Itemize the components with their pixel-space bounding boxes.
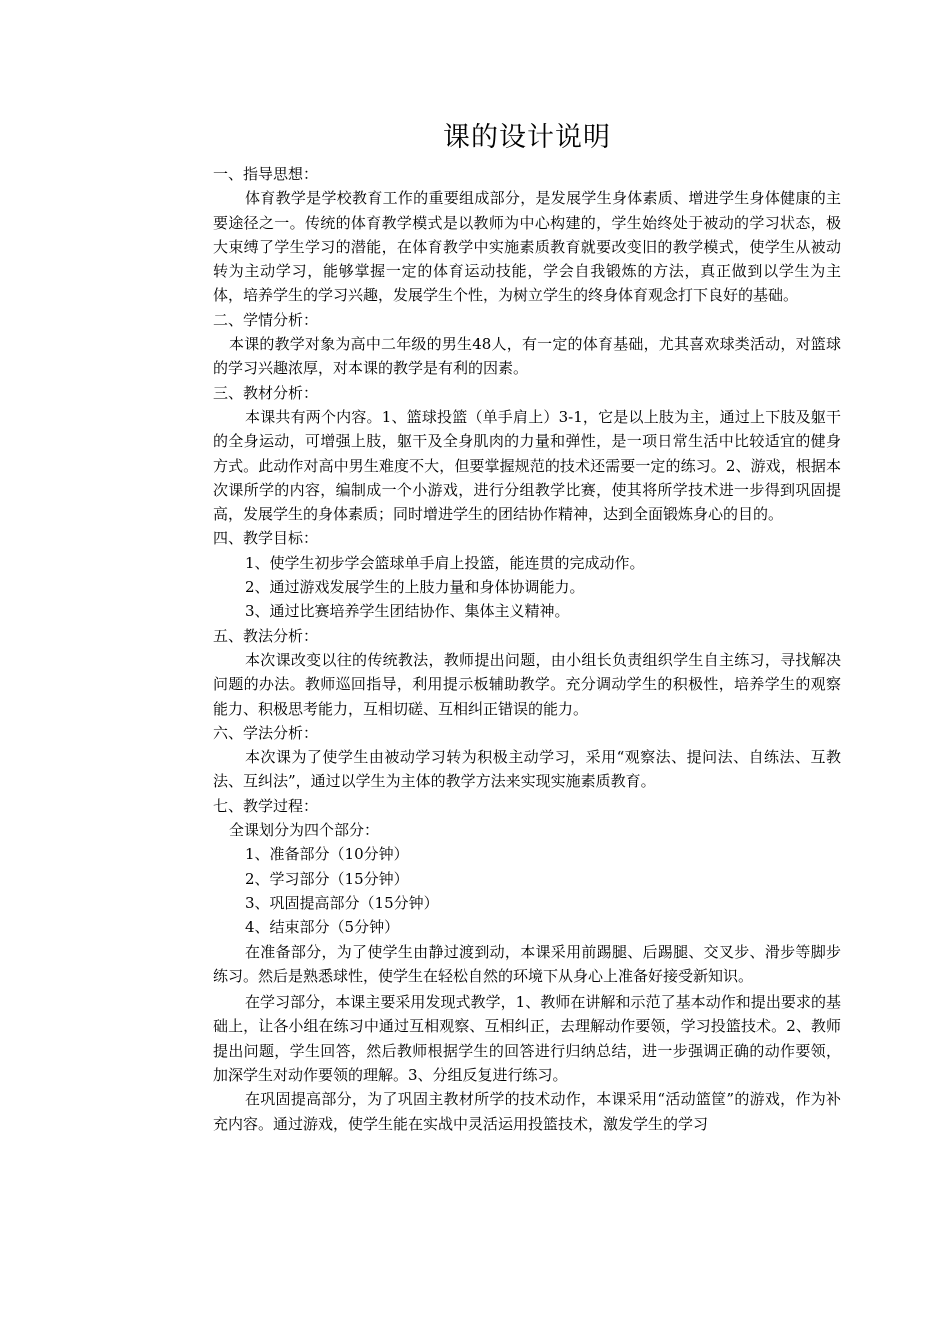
section-heading-teaching-method: 五、教法分析： [213, 626, 319, 645]
section-paragraph: 在巩固提高部分，为了巩固主教材所学的技术动作，本课采用“活动篮筐”的游戏，作为补充内容。通过游戏，使学生能在实战中灵活运用投篮技术，激发学生的学习 [213, 1090, 841, 1133]
section-heading-teaching-process: 七、教学过程： [213, 796, 319, 815]
section-paragraph: 在学习部分，本课主要采用发现式教学，1、教师在讲解和示范了基本动作和提出要求的基础上，让各小组在练习中通过互相观察、互相纠正，去理解动作要领，学习投篮技术。2、教师提出问题，学生回答，然后教师根据学生的回答进行归纳总结，进一步强调正确的动作要领，加深学生对动作要领的理解。3、分组反复进行练习。 [213, 993, 841, 1084]
section-heading-learning-method: 六、学法分析： [213, 723, 319, 742]
section-intro: 全课划分为四个部分： [229, 821, 380, 840]
list-item: 1、准备部分（10分钟） [245, 845, 409, 864]
section-paragraph: 本次课为了使学生由被动学习转为积极主动学习，采用“观察法、提问法、自练法、互教法、互纠法”，通过以学生为主体的教学方法来实现实施素质教育。 [213, 748, 841, 791]
list-item: 4、结束部分（5分钟） [245, 918, 400, 937]
section-paragraph: 本次课改变以往的传统教法，教师提出问题，由小组长负责组织学生自主练习，寻找解决问题的办法。教师巡回指导，利用提示板辅助教学。充分调动学生的积极性，培养学生的观察能力、积极思考能力，互相切磋、互相纠正错误的能力。 [213, 650, 841, 718]
list-item: 2、学习部分（15分钟） [245, 869, 409, 888]
section-paragraph: 体育教学是学校教育工作的重要组成部分，是发展学生身体素质、增进学生身体健康的主要途径之一。传统的体育教学模式是以教师为中心构建的，学生始终处于被动的学习状态，极大束缚了学生学习的潜能，在体育教学中实施素质教育就要改变旧的教学模式，使学生从被动转为主动学习，能够掌握一定的体育运动技能，学会自我锻炼的方法，真正做到以学生为主体，培养学生的学习兴趣，发展学生个性，为树立学生的终身体育观念打下良好的基础。 [213, 189, 841, 305]
document-title: 课的设计说明 [443, 122, 611, 153]
section-heading-guiding-ideology: 一、指导思想： [213, 165, 319, 183]
section-paragraph: 本课的教学对象为高中二年级的男生48人，有一定的体育基础，尤其喜欢球类活动，对篮球的学习兴趣浓厚，对本课的教学是有利的因素。 [213, 335, 841, 378]
section-paragraph: 本课共有两个内容。1、篮球投篮（单手肩上）3-1，它是以上肢为主，通过上下肢及躯干的全身运动，可增强上肢，躯干及全身肌肉的力量和弹性，是一项日常生活中比较适宜的健身方式。此动作对高中男生难度不大，但要掌握规范的技术还需要一定的练习。2、游戏，根据本次课所学的内容，编制成一个小游戏，进行分组教学比赛，使其将所学技术进一步得到巩固提高，发展学生的身体素质；同时增进学生的团结协作精神，达到全面锻炼身心的目的。 [213, 407, 841, 524]
section-heading-student-analysis: 二、学情分析： [213, 310, 319, 329]
section-paragraph: 在准备部分，为了使学生由静过渡到动，本课采用前踢腿、后踢腿、交叉步、滑步等脚步练习。然后是熟悉球性，使学生在轻松自然的环境下从身心上准备好接受新知识。 [213, 942, 841, 985]
list-item: 3、通过比赛培养学生团结协作、集体主义精神。 [245, 602, 570, 621]
section-heading-teaching-goals: 四、教学目标： [213, 529, 319, 548]
document-page [213, 118, 841, 1136]
list-item: 3、巩固提高部分（15分钟） [245, 893, 439, 912]
list-item: 1、使学生初步学会篮球单手肩上投篮，能连贯的完成动作。 [245, 553, 645, 572]
section-heading-material-analysis: 三、教材分析： [213, 383, 319, 402]
list-item: 2、通过游戏发展学生的上肢力量和身体协调能力。 [245, 578, 585, 597]
